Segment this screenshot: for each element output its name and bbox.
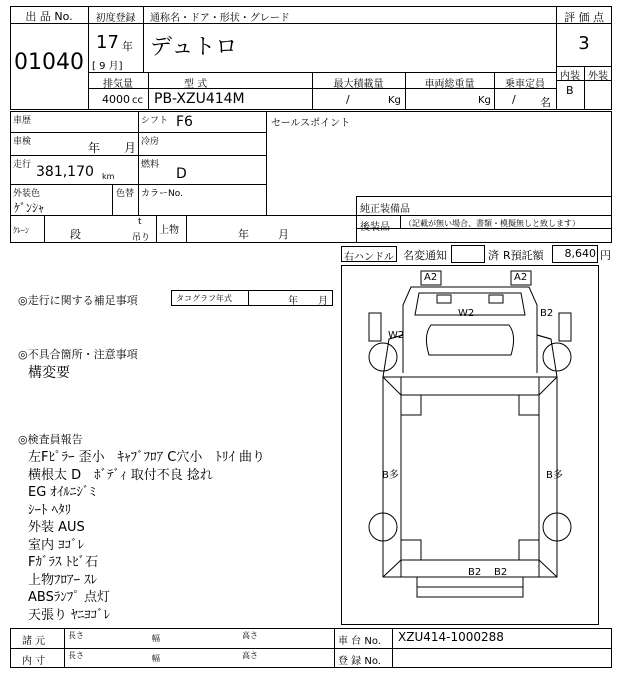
grade-label: 評 価 点 bbox=[564, 11, 604, 24]
divider bbox=[10, 648, 612, 649]
rhd-label: 右ハンドル bbox=[344, 252, 394, 263]
cc-unit: cc bbox=[132, 95, 143, 106]
displacement: 4000 bbox=[102, 93, 130, 106]
divider bbox=[10, 184, 266, 185]
shift-value: F6 bbox=[176, 114, 193, 130]
inspector-line: Fｶﾞﾗｽ ﾄﾋﾞ石 bbox=[28, 555, 99, 570]
inspection-label: 車検 bbox=[13, 137, 32, 147]
upper-month: 月 bbox=[278, 228, 289, 241]
model-name-label: 通称名・ドア・形状・グレード bbox=[150, 13, 290, 24]
inspector-line: EG ｵｲﾙﾆｼﾞﾐ bbox=[28, 485, 96, 500]
damage-a2-left: A2 bbox=[424, 272, 438, 283]
yen-unit: 円 bbox=[600, 249, 611, 262]
max-load-label: 最大積載量 bbox=[333, 79, 384, 90]
divider bbox=[356, 196, 357, 243]
inspector-line: 天張り ﾔﾆﾖｺﾞﾚ bbox=[28, 607, 111, 623]
upper-label: 上物 bbox=[159, 225, 179, 236]
tacho-label: タコグラフ年式 bbox=[176, 294, 232, 303]
inspector-line: ABSﾗﾝﾌﾟ 点灯 bbox=[28, 590, 110, 605]
color-change-label: 色替 bbox=[116, 189, 135, 199]
inspection-year: 年 bbox=[88, 141, 101, 155]
inspector-line: 外装 AUS bbox=[28, 520, 85, 535]
crane-stage: 段 bbox=[70, 228, 81, 241]
divider bbox=[400, 215, 401, 228]
model-name: デュトロ bbox=[150, 35, 238, 60]
inspection-month: 月 bbox=[124, 141, 137, 155]
retrofit-note: （記載が無い場合、書類・模擬無しと致します） bbox=[404, 219, 580, 228]
capacity-sep: / bbox=[512, 93, 516, 106]
done-mark: 済 bbox=[488, 249, 499, 262]
crane-t: t bbox=[138, 217, 142, 227]
chassis-no: XZU414-1000288 bbox=[398, 630, 504, 644]
sales-points-label: セールスポイント bbox=[271, 118, 351, 129]
divider bbox=[148, 72, 149, 110]
inspector-line: 室内 ﾖｺﾞﾚ bbox=[28, 537, 85, 553]
dim-width: 幅 bbox=[152, 654, 160, 663]
capacity-label: 乗車定員 bbox=[505, 79, 545, 90]
dim-width: 幅 bbox=[152, 634, 160, 643]
inspector-line: 左Fﾋﾟﾗｰ 歪小 ｷｬﾌﾞﾌﾛｱ C穴小 ﾄﾘｲ 曲り bbox=[28, 450, 265, 465]
exterior-label: 外装 bbox=[588, 71, 608, 82]
tacho-month: 月 bbox=[318, 296, 328, 307]
grade: 3 bbox=[578, 33, 590, 54]
gross-weight-label: 車両総重量 bbox=[424, 79, 475, 90]
divider bbox=[88, 72, 556, 73]
max-load-sep: / bbox=[346, 93, 350, 106]
r-tax-value: 8,640 bbox=[564, 247, 596, 260]
divider bbox=[44, 215, 45, 243]
interior-grade: B bbox=[566, 84, 574, 97]
divider bbox=[156, 215, 157, 243]
history-label: 車歴 bbox=[13, 116, 32, 126]
damage-b-many-right: B多 bbox=[546, 470, 563, 481]
damage-w2-left: W2 bbox=[388, 330, 405, 341]
defects-label: ◎不具合箇所・注意事項 bbox=[18, 348, 138, 361]
name-change-box bbox=[451, 245, 485, 263]
divider bbox=[186, 215, 187, 243]
km-unit: km bbox=[102, 172, 115, 181]
driving-notes-label: ◎走行に関する補足事項 bbox=[18, 294, 138, 307]
crane-label: ｸﾚｰﾝ bbox=[13, 226, 29, 235]
reg-no-label: 登 録 No. bbox=[338, 656, 381, 667]
model-code-label: 型 式 bbox=[184, 79, 208, 90]
name-change-label: 名変通知 bbox=[403, 249, 447, 262]
damage-b2-right: B2 bbox=[540, 308, 554, 319]
first-reg-label: 初度登録 bbox=[95, 13, 136, 24]
crane-hang: 吊り bbox=[132, 233, 151, 243]
kg-unit: Kg bbox=[388, 95, 401, 106]
spec-label: 諸 元 bbox=[22, 636, 46, 647]
lot-no: 01040 bbox=[14, 50, 84, 75]
divider bbox=[112, 184, 113, 215]
interior-dim-label: 内 寸 bbox=[22, 656, 46, 667]
r-tax-label: R預託額 bbox=[503, 249, 544, 262]
divider bbox=[10, 132, 266, 133]
ac-label: 冷房 bbox=[141, 137, 160, 147]
reg-month: [ 9 月] bbox=[92, 61, 123, 72]
divider bbox=[64, 628, 65, 668]
divider bbox=[392, 628, 393, 668]
divider bbox=[10, 155, 266, 156]
divider bbox=[266, 111, 267, 215]
fuel-label: 燃料 bbox=[141, 160, 160, 170]
inspector-line: 横根太 D ﾎﾞﾃﾞｨ 取付不良 捻れ bbox=[28, 467, 213, 483]
mileage-value: 381,170 bbox=[36, 164, 94, 180]
inspector-label: ◎検査員報告 bbox=[18, 433, 83, 446]
divider bbox=[10, 215, 612, 216]
damage-a2-right: A2 bbox=[514, 272, 528, 283]
divider bbox=[248, 290, 249, 306]
mileage-label: 走行 bbox=[13, 160, 32, 170]
lot-no-label: 出 品 No. bbox=[25, 10, 73, 23]
damage-b2-bottom-1: B2 bbox=[468, 567, 482, 578]
dim-length: 長さ bbox=[68, 631, 84, 640]
color-no-label: カラーNo. bbox=[141, 189, 183, 199]
divider bbox=[356, 196, 612, 197]
interior-label: 内装 bbox=[560, 71, 580, 82]
divider bbox=[334, 628, 335, 668]
retrofit-label: 後装品 bbox=[360, 222, 390, 233]
shift-label: シフト bbox=[141, 116, 169, 126]
capacity-unit: 名 bbox=[540, 96, 551, 109]
divider bbox=[138, 111, 139, 215]
damage-b2-bottom-2: B2 bbox=[494, 567, 508, 578]
tacho-year: 年 bbox=[288, 296, 298, 307]
year-unit: 年 bbox=[122, 40, 133, 53]
dim-height: 高さ bbox=[242, 631, 258, 640]
kg-unit: Kg bbox=[478, 95, 491, 106]
divider bbox=[143, 6, 144, 72]
displacement-label: 排気量 bbox=[103, 79, 133, 90]
damage-w2-top: W2 bbox=[458, 308, 475, 319]
inspector-line: ｼｰﾄ ﾍﾀﾘ bbox=[28, 502, 72, 518]
reg-year: 17 bbox=[96, 32, 119, 53]
ext-color-value: ｹﾞﾝｼｬ bbox=[14, 201, 45, 215]
ext-color-label: 外装色 bbox=[13, 189, 41, 199]
dim-length: 長さ bbox=[68, 651, 84, 660]
model-code: PB-XZU414M bbox=[154, 91, 245, 107]
inspector-line: 上物ﾌﾛｱｰ ｽﾚ bbox=[28, 572, 98, 588]
upper-year: 年 bbox=[238, 228, 249, 241]
chassis-label: 車 台 No. bbox=[338, 636, 381, 647]
genuine-label: 純正装備品 bbox=[360, 204, 410, 215]
damage-b-many-left: B多 bbox=[382, 470, 399, 481]
dim-height: 高さ bbox=[242, 651, 258, 660]
defects-value: 構変要 bbox=[28, 365, 70, 381]
fuel-value: D bbox=[176, 166, 187, 182]
